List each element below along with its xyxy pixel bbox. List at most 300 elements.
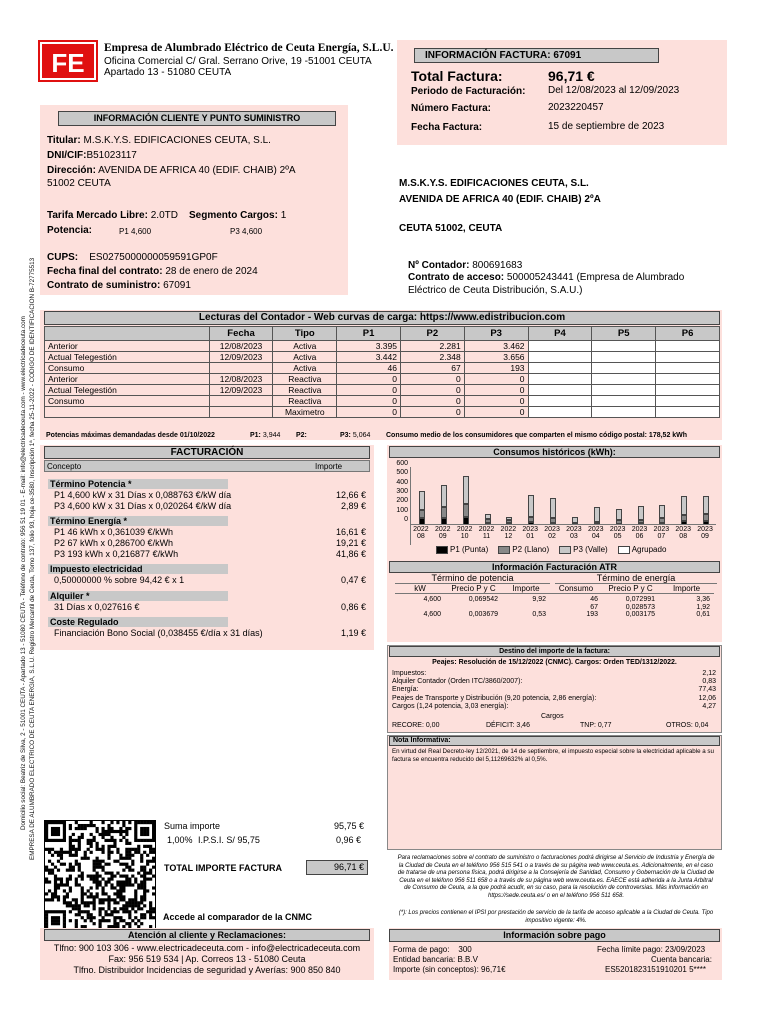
qr-module xyxy=(140,821,143,824)
readings-cell xyxy=(209,396,273,407)
qr-module xyxy=(87,839,90,842)
qr-module xyxy=(60,839,63,842)
qr-module xyxy=(69,877,72,880)
qr-module xyxy=(48,880,51,883)
qr-module xyxy=(107,848,110,851)
qr-module xyxy=(81,833,84,836)
chart-bar-2 xyxy=(419,491,425,510)
qr-module xyxy=(113,839,116,842)
chart-bar-2 xyxy=(506,517,512,521)
qr-module xyxy=(113,901,116,904)
qr-module xyxy=(140,854,143,857)
atr-cell: 0,61 xyxy=(696,611,710,618)
qr-module xyxy=(113,910,116,913)
qr-module xyxy=(122,895,125,898)
entidad-label: Entidad bancaria: xyxy=(393,955,456,964)
qr-module xyxy=(99,860,102,863)
side-legal-text-1: Domicilio social: Beatriz de Silva, 2 - 51001 CEUTA - Apartado 13 - 51080 CEUTA - Teléfono de contrato: 956 51 19 01 - E-mail: info@electricadeceuta.com - www.electricadeceuta.com xyxy=(20,316,27,830)
qr-module xyxy=(78,848,81,851)
qr-module xyxy=(116,880,119,883)
readings-cell: 0 xyxy=(337,374,401,385)
qr-module xyxy=(122,904,125,907)
qr-module xyxy=(137,872,140,875)
chart-bar-2 xyxy=(594,507,600,522)
destino-subtitle: Peajes: Resolución de 15/12/2022 (CNMC). Cargos: Orden TED/1312/2022. xyxy=(432,659,677,666)
qr-module xyxy=(107,913,110,916)
cnmc-link[interactable]: Accede al comparador de la CNMC xyxy=(163,912,313,922)
qr-module xyxy=(128,851,131,854)
reclamaciones-text: Para reclamaciones sobre el contrato de suministro o facturaciones podrá dirigirse al Servicio de Industria y Energía de la Ciudad de Ceuta en el teléfono 956 515 541 o a través de su página web www.ceuta.es. Adicionalmente, en el caso de tratarse de una persona física, podrá dirigirse a la Consejería de Sanidad, Consumo y Gobernación de la Ciudad de Ceuta en el teléfono 956 511 658 o a través de su página web www.ceuta.es. EAECE está adherida a la Junta Arbitral de Consumo de Ceuta, a la que podrá acudir, en su caso, para la resolución de controversias. Más información en https://sede.ceuta.es/ o en el teléfono 956 511 658. xyxy=(397,855,715,899)
qr-module xyxy=(93,860,96,863)
qr-module xyxy=(104,898,107,901)
qr-module xyxy=(122,883,125,886)
qr-module xyxy=(96,863,99,866)
qr-module xyxy=(152,907,155,910)
chart-y-tick: 600 xyxy=(396,460,408,467)
qr-module xyxy=(93,895,96,898)
recore: RECORE: 0,00 xyxy=(392,722,440,729)
qr-module xyxy=(131,869,134,872)
qr-module xyxy=(107,863,110,866)
qr-module xyxy=(78,824,81,827)
qr-module xyxy=(149,848,152,851)
qr-module xyxy=(96,886,99,889)
qr-module xyxy=(69,863,72,866)
titular-label: Titular: xyxy=(47,135,81,146)
chart-y-tick: 500 xyxy=(396,469,408,477)
qr-module xyxy=(101,889,104,892)
qr-module xyxy=(75,898,78,901)
atr-header: Información Facturación ATR xyxy=(389,561,720,573)
qr-module xyxy=(113,916,116,919)
qr-module xyxy=(143,898,146,901)
qr-module xyxy=(101,877,104,880)
qr-module xyxy=(101,827,104,830)
p1-label: P1 xyxy=(119,227,129,236)
qr-module xyxy=(78,910,81,913)
qr-module xyxy=(143,833,146,836)
chart-x-tick-month: 01 xyxy=(526,533,535,540)
chart-bar-2 xyxy=(572,517,578,524)
qr-module xyxy=(60,854,63,857)
qr-module xyxy=(122,898,125,901)
qr-module xyxy=(140,907,143,910)
chart-bar-2 xyxy=(616,509,622,520)
destino-header: Destino del importe de la factura: xyxy=(389,646,720,657)
qr-module xyxy=(66,883,69,886)
readings-cell xyxy=(592,407,656,418)
billing-section-title: Impuesto electricidad xyxy=(48,564,228,574)
chart-x-tick-month: 08 xyxy=(679,533,688,540)
atr-col-header: Importe xyxy=(502,584,550,594)
qr-module xyxy=(125,830,128,833)
qr-module xyxy=(54,839,57,842)
qr-module xyxy=(72,866,75,869)
qr-module xyxy=(96,883,99,886)
billing-line xyxy=(54,549,368,559)
chart-x-tick xyxy=(694,526,716,540)
atr-cell: 3,36 xyxy=(696,596,710,603)
qr-module xyxy=(140,883,143,886)
qr-module xyxy=(51,869,54,872)
chart-x-tick xyxy=(519,526,541,540)
chart-x-tick xyxy=(541,526,563,540)
qr-module xyxy=(128,880,131,883)
qr-module xyxy=(54,827,57,830)
qr-module xyxy=(110,821,113,824)
billing-line-value: 41,86 € xyxy=(335,549,366,559)
qr-module xyxy=(75,880,78,883)
qr-module xyxy=(81,877,84,880)
nota-header: Nota Informativa: xyxy=(389,736,720,746)
qr-module xyxy=(81,886,84,889)
chart-x-tick-year: 2022 xyxy=(500,526,517,533)
contador-row xyxy=(408,260,522,271)
qr-module xyxy=(128,922,131,925)
qr-module xyxy=(101,907,104,910)
qr-module xyxy=(101,851,104,854)
qr-module xyxy=(48,821,51,824)
qr-module xyxy=(152,848,155,851)
periodo-label: Periodo de Facturación: xyxy=(411,86,526,97)
qr-module xyxy=(107,851,110,854)
qr-module xyxy=(140,857,143,860)
qr-module xyxy=(69,839,72,842)
chart-bar-1 xyxy=(528,517,534,523)
qr-module xyxy=(69,824,72,827)
dni-value: B51023117 xyxy=(86,150,137,161)
qr-module xyxy=(96,845,99,848)
qr-module xyxy=(149,839,152,842)
qr-module xyxy=(90,916,93,919)
qr-module xyxy=(72,854,75,857)
qr-module xyxy=(54,910,57,913)
readings-cell xyxy=(592,396,656,407)
qr-module xyxy=(149,904,152,907)
qr-module xyxy=(87,824,90,827)
qr-module xyxy=(152,916,155,919)
qr-module xyxy=(69,875,72,878)
readings-cell xyxy=(592,341,656,352)
qr-module xyxy=(104,880,107,883)
billing-line-text: Financiación Bono Social (0,038455 €/día x 31 días) xyxy=(54,628,263,638)
qr-module xyxy=(107,854,110,857)
qr-module xyxy=(99,898,102,901)
qr-module xyxy=(69,919,72,922)
qr-module xyxy=(63,827,66,830)
qr-module xyxy=(113,898,116,901)
qr-module xyxy=(116,922,119,925)
atr-cell: 1,92 xyxy=(696,603,710,611)
qr-module xyxy=(101,866,104,869)
billing-section-title: Alquiler * xyxy=(48,591,228,601)
chart-bar-2 xyxy=(550,498,556,518)
qr-module xyxy=(110,827,113,830)
qr-module xyxy=(122,863,125,866)
qr-module xyxy=(48,889,51,892)
qr-module xyxy=(146,827,149,830)
qr-module xyxy=(122,910,125,913)
readings-cell: Reactiva xyxy=(273,374,337,385)
qr-module xyxy=(66,895,69,898)
qr-module xyxy=(84,827,87,830)
qr-module xyxy=(72,833,75,836)
qr-module xyxy=(134,848,137,851)
qr-module xyxy=(122,830,125,833)
segmento-value: 1 xyxy=(280,210,287,221)
qr-module xyxy=(131,883,134,886)
qr-module xyxy=(87,857,90,860)
qr-module xyxy=(149,821,152,824)
qr-module xyxy=(45,877,48,880)
qr-module xyxy=(54,895,57,898)
contador-label: Nº Contador: xyxy=(408,260,470,271)
qr-module xyxy=(78,904,81,907)
pot-p3-label: P3: xyxy=(340,432,351,439)
qr-code[interactable] xyxy=(44,820,156,932)
readings-cell xyxy=(209,407,273,418)
billing-line-text: P3 193 kWh x 0,216877 €/kWh xyxy=(54,549,179,559)
qr-module xyxy=(72,845,75,848)
destino-line xyxy=(392,695,716,702)
qr-module xyxy=(125,910,128,913)
qr-module xyxy=(140,830,143,833)
qr-module xyxy=(57,916,60,919)
qr-module xyxy=(99,907,102,910)
pot-p2-label: P2: xyxy=(296,432,307,439)
readings-row xyxy=(45,407,720,418)
billing-line xyxy=(54,490,368,500)
qr-module xyxy=(128,827,131,830)
qr-module xyxy=(45,833,48,836)
readings-col-1: Fecha xyxy=(209,327,273,341)
qr-module xyxy=(134,904,137,907)
acceso-value-2: Eléctrico de Ceuta Distribución, S.A.U.) xyxy=(408,285,583,296)
qr-module xyxy=(84,824,87,827)
qr-module xyxy=(125,833,128,836)
qr-module xyxy=(140,869,143,872)
qr-module xyxy=(93,880,96,883)
qr-module xyxy=(51,821,54,824)
chart-x-tick-month: 11 xyxy=(482,533,491,540)
qr-module xyxy=(143,904,146,907)
qr-module xyxy=(134,916,137,919)
qr-module xyxy=(113,892,116,895)
qr-module xyxy=(146,821,149,824)
qr-module xyxy=(75,919,78,922)
limite-value: 23/09/2023 xyxy=(665,945,706,954)
destino-line-label: Alquiler Contador (Orden ITC/3860/2007): xyxy=(392,678,523,686)
chart-x-tick-year: 2023 xyxy=(697,526,713,533)
qr-module xyxy=(87,910,90,913)
atr-cell: 4,600 xyxy=(423,611,441,618)
qr-module xyxy=(87,916,90,919)
qr-module xyxy=(90,877,93,880)
mailing-city: CEUTA 51002, CEUTA xyxy=(399,223,503,234)
qr-module xyxy=(131,875,134,878)
qr-module xyxy=(45,821,48,824)
chart-x-tick-month: 02 xyxy=(548,533,556,540)
qr-module xyxy=(69,827,72,830)
qr-module xyxy=(137,845,140,848)
qr-module xyxy=(78,913,81,916)
qr-module xyxy=(48,860,51,863)
company-logo-text: FE xyxy=(51,48,85,78)
entidad-value: B.B.V xyxy=(457,955,478,964)
billing-line-value: 2,89 € xyxy=(340,501,366,511)
qr-module xyxy=(137,848,140,851)
qr-module xyxy=(128,866,131,869)
qr-module xyxy=(101,833,104,836)
qr-module xyxy=(143,821,146,824)
qr-module xyxy=(101,919,104,922)
concepto-label: Concepto xyxy=(47,462,82,471)
qr-module xyxy=(66,877,69,880)
atencion-line-3: Tlfno. Distribuidor Incidencias de seguridad y Averías: 900 850 840 xyxy=(73,965,341,975)
qr-module xyxy=(104,872,107,875)
qr-module xyxy=(69,851,72,854)
qr-module xyxy=(101,916,104,919)
atr-cell: 0,072991 xyxy=(625,596,655,603)
qr-module xyxy=(66,851,69,854)
qr-module xyxy=(152,851,155,854)
qr-module xyxy=(63,922,66,925)
qr-module xyxy=(152,886,155,889)
atr-cell: 67 xyxy=(590,603,598,611)
destino-line-value: 77,43 xyxy=(698,686,716,694)
cargos-title: Cargos xyxy=(541,713,564,720)
billing-line xyxy=(54,538,368,548)
qr-module xyxy=(122,889,125,892)
importe-pago-row xyxy=(393,965,506,974)
qr-module xyxy=(125,857,128,860)
atr-cell: 4,600 xyxy=(423,596,441,603)
qr-module xyxy=(93,907,96,910)
qr-module xyxy=(119,907,122,910)
qr-module xyxy=(104,910,107,913)
qr-module xyxy=(90,913,93,916)
qr-module xyxy=(45,869,48,872)
qr-module xyxy=(84,857,87,860)
qr-module xyxy=(81,889,84,892)
qr-module xyxy=(57,833,60,836)
qr-module xyxy=(84,910,87,913)
qr-module xyxy=(99,883,102,886)
qr-module xyxy=(128,877,131,880)
qr-module xyxy=(140,901,143,904)
qr-module xyxy=(45,898,48,901)
qr-module xyxy=(146,910,149,913)
readings-cell xyxy=(528,374,592,385)
qr-module xyxy=(57,854,60,857)
qr-module xyxy=(107,857,110,860)
qr-module xyxy=(104,830,107,833)
qr-module xyxy=(143,866,146,869)
qr-module xyxy=(99,913,102,916)
readings-cell xyxy=(656,352,720,363)
readings-cell xyxy=(45,407,210,418)
readings-cell: Activa xyxy=(273,363,337,374)
billing-line-value: 12,66 € xyxy=(335,490,366,500)
qr-module xyxy=(131,848,134,851)
qr-module xyxy=(99,901,102,904)
qr-module xyxy=(90,824,93,827)
atr-col-header: Consumo xyxy=(550,584,602,594)
qr-module xyxy=(149,907,152,910)
qr-module xyxy=(78,827,81,830)
forma-value: 300 xyxy=(458,945,472,954)
qr-module xyxy=(96,877,99,880)
qr-module xyxy=(122,869,125,872)
qr-module xyxy=(75,821,78,824)
readings-cell: 0 xyxy=(400,374,464,385)
qr-module xyxy=(113,922,116,925)
p3-label: P3 xyxy=(230,227,240,236)
dni-label: DNI/CIF: xyxy=(47,150,87,161)
qr-module xyxy=(78,866,81,869)
qr-module xyxy=(134,851,137,854)
billing-line-value: 0,47 € xyxy=(340,575,366,585)
qr-module xyxy=(137,919,140,922)
qr-module xyxy=(110,872,113,875)
billing-line-text: P2 67 kWh x 0,286700 €/kWh xyxy=(54,538,174,548)
qr-module xyxy=(54,866,57,869)
qr-module xyxy=(51,922,54,925)
mailing-name: M.S.K.Y.S. EDIFICACIONES CEUTA, S.L. xyxy=(399,178,589,189)
qr-module xyxy=(54,922,57,925)
qr-module xyxy=(81,857,84,860)
qr-module xyxy=(140,827,143,830)
qr-module xyxy=(45,824,48,827)
qr-module xyxy=(57,869,60,872)
qr-module xyxy=(107,919,110,922)
qr-module xyxy=(78,907,81,910)
qr-module xyxy=(116,901,119,904)
billing-col-header xyxy=(44,460,370,472)
qr-module xyxy=(75,839,78,842)
readings-cell: Actual Telegestión xyxy=(45,385,210,396)
qr-module xyxy=(51,895,54,898)
qr-module xyxy=(51,848,54,851)
readings-cell xyxy=(656,385,720,396)
readings-cell: 0 xyxy=(400,385,464,396)
qr-module xyxy=(96,830,99,833)
qr-module xyxy=(72,904,75,907)
billing-line-text: P3 4,600 kW x 31 Días x 0,020264 €/kW día xyxy=(54,501,232,511)
readings-cell xyxy=(528,352,592,363)
qr-module xyxy=(75,848,78,851)
qr-module xyxy=(146,872,149,875)
qr-module xyxy=(128,910,131,913)
qr-module xyxy=(69,836,72,839)
qr-module xyxy=(99,866,102,869)
qr-module xyxy=(60,877,63,880)
qr-module xyxy=(54,892,57,895)
billing-line-text: 0,50000000 % sobre 94,42 € x 1 xyxy=(54,575,185,585)
qr-module xyxy=(119,892,122,895)
qr-module xyxy=(57,895,60,898)
qr-module xyxy=(90,845,93,848)
qr-module xyxy=(101,836,104,839)
qr-module xyxy=(110,845,113,848)
qr-module xyxy=(45,910,48,913)
qr-module xyxy=(99,833,102,836)
suma-value: 95,75 € xyxy=(334,821,365,831)
qr-module xyxy=(143,851,146,854)
readings-cell: 3.442 xyxy=(337,352,401,363)
qr-module xyxy=(134,821,137,824)
readings-cell xyxy=(528,363,592,374)
